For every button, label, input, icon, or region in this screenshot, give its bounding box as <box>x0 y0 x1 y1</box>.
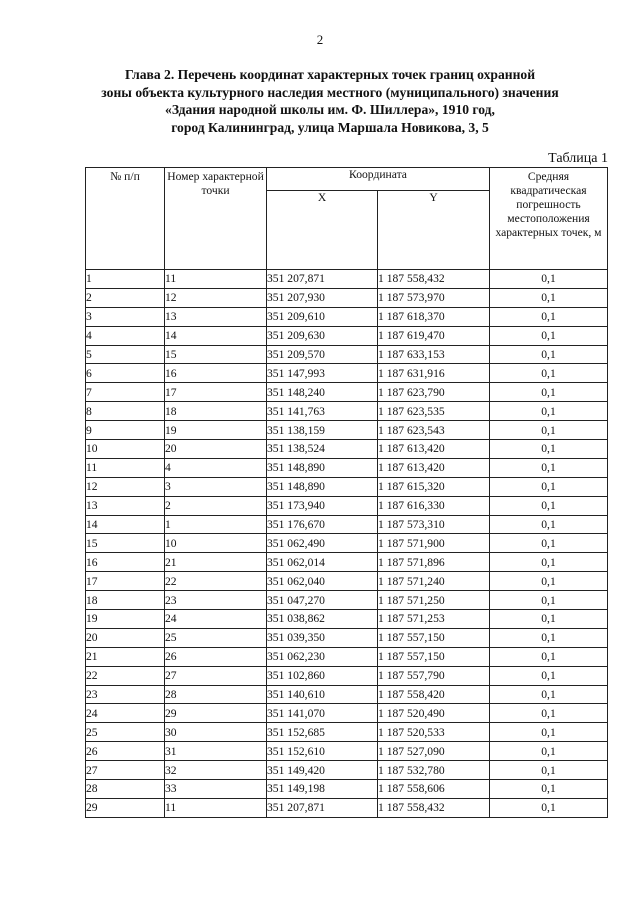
coordinate-y-cell: 1 187 618,370 <box>378 307 490 326</box>
row-number-cell: 3 <box>86 307 165 326</box>
coordinate-y-cell: 1 187 573,310 <box>378 515 490 534</box>
coordinate-y-cell: 1 187 571,250 <box>378 591 490 610</box>
point-number-cell: 28 <box>165 685 267 704</box>
header-y: Y <box>378 191 490 270</box>
table-row <box>86 723 608 742</box>
point-number-cell: 33 <box>165 780 267 799</box>
point-number-cell: 1 <box>165 515 267 534</box>
table-row <box>86 421 608 440</box>
accuracy-cell: 0,1 <box>490 270 608 289</box>
point-number-cell: 20 <box>165 440 267 459</box>
row-number-cell: 28 <box>86 780 165 799</box>
accuracy-cell: 0,1 <box>490 572 608 591</box>
coordinate-x-cell: 351 173,940 <box>267 496 378 515</box>
point-number-cell: 23 <box>165 591 267 610</box>
coordinate-x-cell: 351 149,198 <box>267 780 378 799</box>
table-row <box>86 685 608 704</box>
table-row <box>86 477 608 496</box>
table-row <box>86 515 608 534</box>
accuracy-cell: 0,1 <box>490 458 608 477</box>
coordinate-y-cell: 1 187 623,543 <box>378 421 490 440</box>
table-row <box>86 345 608 364</box>
row-number-cell: 18 <box>86 591 165 610</box>
accuracy-cell: 0,1 <box>490 685 608 704</box>
coordinate-x-cell: 351 209,570 <box>267 345 378 364</box>
row-number-cell: 13 <box>86 496 165 515</box>
coordinate-y-cell: 1 187 613,420 <box>378 458 490 477</box>
point-number-cell: 15 <box>165 345 267 364</box>
coordinate-y-cell: 1 187 558,432 <box>378 798 490 817</box>
coordinate-x-cell: 351 141,070 <box>267 704 378 723</box>
table-row <box>86 326 608 345</box>
point-number-cell: 24 <box>165 610 267 629</box>
coordinate-y-cell: 1 187 571,240 <box>378 572 490 591</box>
table-row <box>86 288 608 307</box>
coordinate-y-cell: 1 187 623,535 <box>378 402 490 421</box>
heading-line: зоны объекта культурного наследия местного (муниципального) значения <box>101 84 559 100</box>
coordinate-x-cell: 351 207,871 <box>267 798 378 817</box>
coordinate-y-cell: 1 187 557,790 <box>378 666 490 685</box>
heading-line: город Калининград, улица Маршала Новикова, 3, 5 <box>171 119 489 135</box>
table-row <box>86 798 608 817</box>
row-number-cell: 24 <box>86 704 165 723</box>
coordinate-x-cell: 351 062,040 <box>267 572 378 591</box>
heading-line: Глава 2. Перечень координат характерных точек границ охранной <box>124 67 536 82</box>
accuracy-cell: 0,1 <box>490 553 608 572</box>
row-number-cell: 21 <box>86 647 165 666</box>
coordinate-y-cell: 1 187 573,970 <box>378 288 490 307</box>
accuracy-cell: 0,1 <box>490 326 608 345</box>
accuracy-cell: 0,1 <box>490 666 608 685</box>
table-row <box>86 307 608 326</box>
row-number-cell: 7 <box>86 383 165 402</box>
row-number-cell: 8 <box>86 402 165 421</box>
point-number-cell: 22 <box>165 572 267 591</box>
table-body <box>86 270 608 818</box>
accuracy-cell: 0,1 <box>490 798 608 817</box>
row-number-cell: 16 <box>86 553 165 572</box>
coordinate-x-cell: 351 148,890 <box>267 477 378 496</box>
coordinate-y-cell: 1 187 623,790 <box>378 383 490 402</box>
row-number-cell: 22 <box>86 666 165 685</box>
coordinate-y-cell: 1 187 619,470 <box>378 326 490 345</box>
table-row <box>86 704 608 723</box>
row-number-cell: 6 <box>86 364 165 383</box>
table-row <box>86 458 608 477</box>
point-number-cell: 14 <box>165 326 267 345</box>
coordinates-table <box>85 167 608 818</box>
coordinate-y-cell: 1 187 557,150 <box>378 647 490 666</box>
coordinate-x-cell: 351 176,670 <box>267 515 378 534</box>
coordinate-y-cell: 1 187 520,533 <box>378 723 490 742</box>
table-row <box>86 610 608 629</box>
row-number-cell: 11 <box>86 458 165 477</box>
table-row <box>86 553 608 572</box>
coordinate-x-cell: 351 209,610 <box>267 307 378 326</box>
coordinate-y-cell: 1 187 613,420 <box>378 440 490 459</box>
row-number-cell: 4 <box>86 326 165 345</box>
coordinate-x-cell: 351 148,890 <box>267 458 378 477</box>
accuracy-cell: 0,1 <box>490 440 608 459</box>
coordinate-x-cell: 351 138,159 <box>267 421 378 440</box>
row-number-cell: 15 <box>86 534 165 553</box>
coordinate-y-cell: 1 187 532,780 <box>378 761 490 780</box>
table-row <box>86 496 608 515</box>
row-number-cell: 5 <box>86 345 165 364</box>
accuracy-cell: 0,1 <box>490 477 608 496</box>
heading-line: «Здания народной школы им. Ф. Шиллера», 1910 год, <box>165 102 495 117</box>
coordinate-x-cell: 351 140,610 <box>267 685 378 704</box>
coordinate-y-cell: 1 187 520,490 <box>378 704 490 723</box>
point-number-cell: 3 <box>165 477 267 496</box>
coordinate-y-cell: 1 187 558,606 <box>378 780 490 799</box>
coordinate-x-cell: 351 141,763 <box>267 402 378 421</box>
coordinate-y-cell: 1 187 615,320 <box>378 477 490 496</box>
point-number-cell: 4 <box>165 458 267 477</box>
row-number-cell: 1 <box>86 270 165 289</box>
coordinate-x-cell: 351 039,350 <box>267 628 378 647</box>
table-row <box>86 364 608 383</box>
row-number-cell: 10 <box>86 440 165 459</box>
accuracy-cell: 0,1 <box>490 307 608 326</box>
accuracy-cell: 0,1 <box>490 515 608 534</box>
row-number-cell: 20 <box>86 628 165 647</box>
accuracy-cell: 0,1 <box>490 383 608 402</box>
row-number-cell: 12 <box>86 477 165 496</box>
coordinate-x-cell: 351 062,230 <box>267 647 378 666</box>
point-number-cell: 32 <box>165 761 267 780</box>
table-row <box>86 383 608 402</box>
point-number-cell: 19 <box>165 421 267 440</box>
point-number-cell: 13 <box>165 307 267 326</box>
accuracy-cell: 0,1 <box>490 723 608 742</box>
coordinate-x-cell: 351 138,524 <box>267 440 378 459</box>
row-number-cell: 9 <box>86 421 165 440</box>
row-number-cell: 29 <box>86 798 165 817</box>
header-point-number: Номер характерной точки <box>165 168 267 270</box>
accuracy-cell: 0,1 <box>490 591 608 610</box>
accuracy-cell: 0,1 <box>490 288 608 307</box>
table-row <box>86 761 608 780</box>
coordinate-x-cell: 351 062,490 <box>267 534 378 553</box>
accuracy-cell: 0,1 <box>490 647 608 666</box>
table-row <box>86 591 608 610</box>
accuracy-cell: 0,1 <box>490 364 608 383</box>
accuracy-cell: 0,1 <box>490 345 608 364</box>
coordinate-x-cell: 351 102,860 <box>267 666 378 685</box>
coordinate-y-cell: 1 187 557,150 <box>378 628 490 647</box>
table-row <box>86 780 608 799</box>
point-number-cell: 2 <box>165 496 267 515</box>
accuracy-cell: 0,1 <box>490 704 608 723</box>
point-number-cell: 26 <box>165 647 267 666</box>
coordinate-y-cell: 1 187 631,916 <box>378 364 490 383</box>
table-caption: Таблица 1 <box>548 151 608 166</box>
point-number-cell: 16 <box>165 364 267 383</box>
coordinate-x-cell: 351 152,610 <box>267 742 378 761</box>
coordinate-y-cell: 1 187 527,090 <box>378 742 490 761</box>
table-row <box>86 572 608 591</box>
point-number-cell: 10 <box>165 534 267 553</box>
accuracy-cell: 0,1 <box>490 628 608 647</box>
accuracy-cell: 0,1 <box>490 780 608 799</box>
accuracy-cell: 0,1 <box>490 496 608 515</box>
row-number-cell: 2 <box>86 288 165 307</box>
coordinate-x-cell: 351 152,685 <box>267 723 378 742</box>
coordinate-x-cell: 351 207,930 <box>267 288 378 307</box>
header-coordinate: Координата <box>267 168 490 191</box>
point-number-cell: 25 <box>165 628 267 647</box>
coordinate-x-cell: 351 147,993 <box>267 364 378 383</box>
table-row <box>86 742 608 761</box>
row-number-cell: 23 <box>86 685 165 704</box>
table-row <box>86 628 608 647</box>
point-number-cell: 29 <box>165 704 267 723</box>
coordinate-x-cell: 351 038,862 <box>267 610 378 629</box>
coordinate-x-cell: 351 062,014 <box>267 553 378 572</box>
table-row <box>86 666 608 685</box>
table-row <box>86 647 608 666</box>
coordinate-y-cell: 1 187 616,330 <box>378 496 490 515</box>
coordinate-y-cell: 1 187 558,420 <box>378 685 490 704</box>
header-num: № п/п <box>86 168 165 270</box>
header-x: X <box>267 191 378 270</box>
row-number-cell: 17 <box>86 572 165 591</box>
coordinate-y-cell: 1 187 633,153 <box>378 345 490 364</box>
coordinate-y-cell: 1 187 571,900 <box>378 534 490 553</box>
page-number: 2 <box>316 32 324 47</box>
point-number-cell: 11 <box>165 270 267 289</box>
table-row <box>86 534 608 553</box>
row-number-cell: 25 <box>86 723 165 742</box>
table-row <box>86 440 608 459</box>
point-number-cell: 30 <box>165 723 267 742</box>
point-number-cell: 18 <box>165 402 267 421</box>
table-row <box>86 270 608 289</box>
point-number-cell: 27 <box>165 666 267 685</box>
accuracy-cell: 0,1 <box>490 610 608 629</box>
row-number-cell: 14 <box>86 515 165 534</box>
accuracy-cell: 0,1 <box>490 421 608 440</box>
coordinate-x-cell: 351 207,871 <box>267 270 378 289</box>
point-number-cell: 31 <box>165 742 267 761</box>
coordinate-x-cell: 351 149,420 <box>267 761 378 780</box>
row-number-cell: 26 <box>86 742 165 761</box>
accuracy-cell: 0,1 <box>490 761 608 780</box>
chapter-heading <box>60 66 600 136</box>
coordinate-y-cell: 1 187 558,432 <box>378 270 490 289</box>
coordinate-y-cell: 1 187 571,253 <box>378 610 490 629</box>
row-number-cell: 19 <box>86 610 165 629</box>
coordinate-y-cell: 1 187 571,896 <box>378 553 490 572</box>
point-number-cell: 21 <box>165 553 267 572</box>
point-number-cell: 17 <box>165 383 267 402</box>
header-accuracy: Средняя квадратическая погрешность местоположения характерных точек, м <box>490 168 608 270</box>
table-row <box>86 402 608 421</box>
accuracy-cell: 0,1 <box>490 742 608 761</box>
point-number-cell: 12 <box>165 288 267 307</box>
point-number-cell: 11 <box>165 798 267 817</box>
accuracy-cell: 0,1 <box>490 402 608 421</box>
row-number-cell: 27 <box>86 761 165 780</box>
coordinate-x-cell: 351 148,240 <box>267 383 378 402</box>
coordinate-x-cell: 351 047,270 <box>267 591 378 610</box>
accuracy-cell: 0,1 <box>490 534 608 553</box>
coordinate-x-cell: 351 209,630 <box>267 326 378 345</box>
